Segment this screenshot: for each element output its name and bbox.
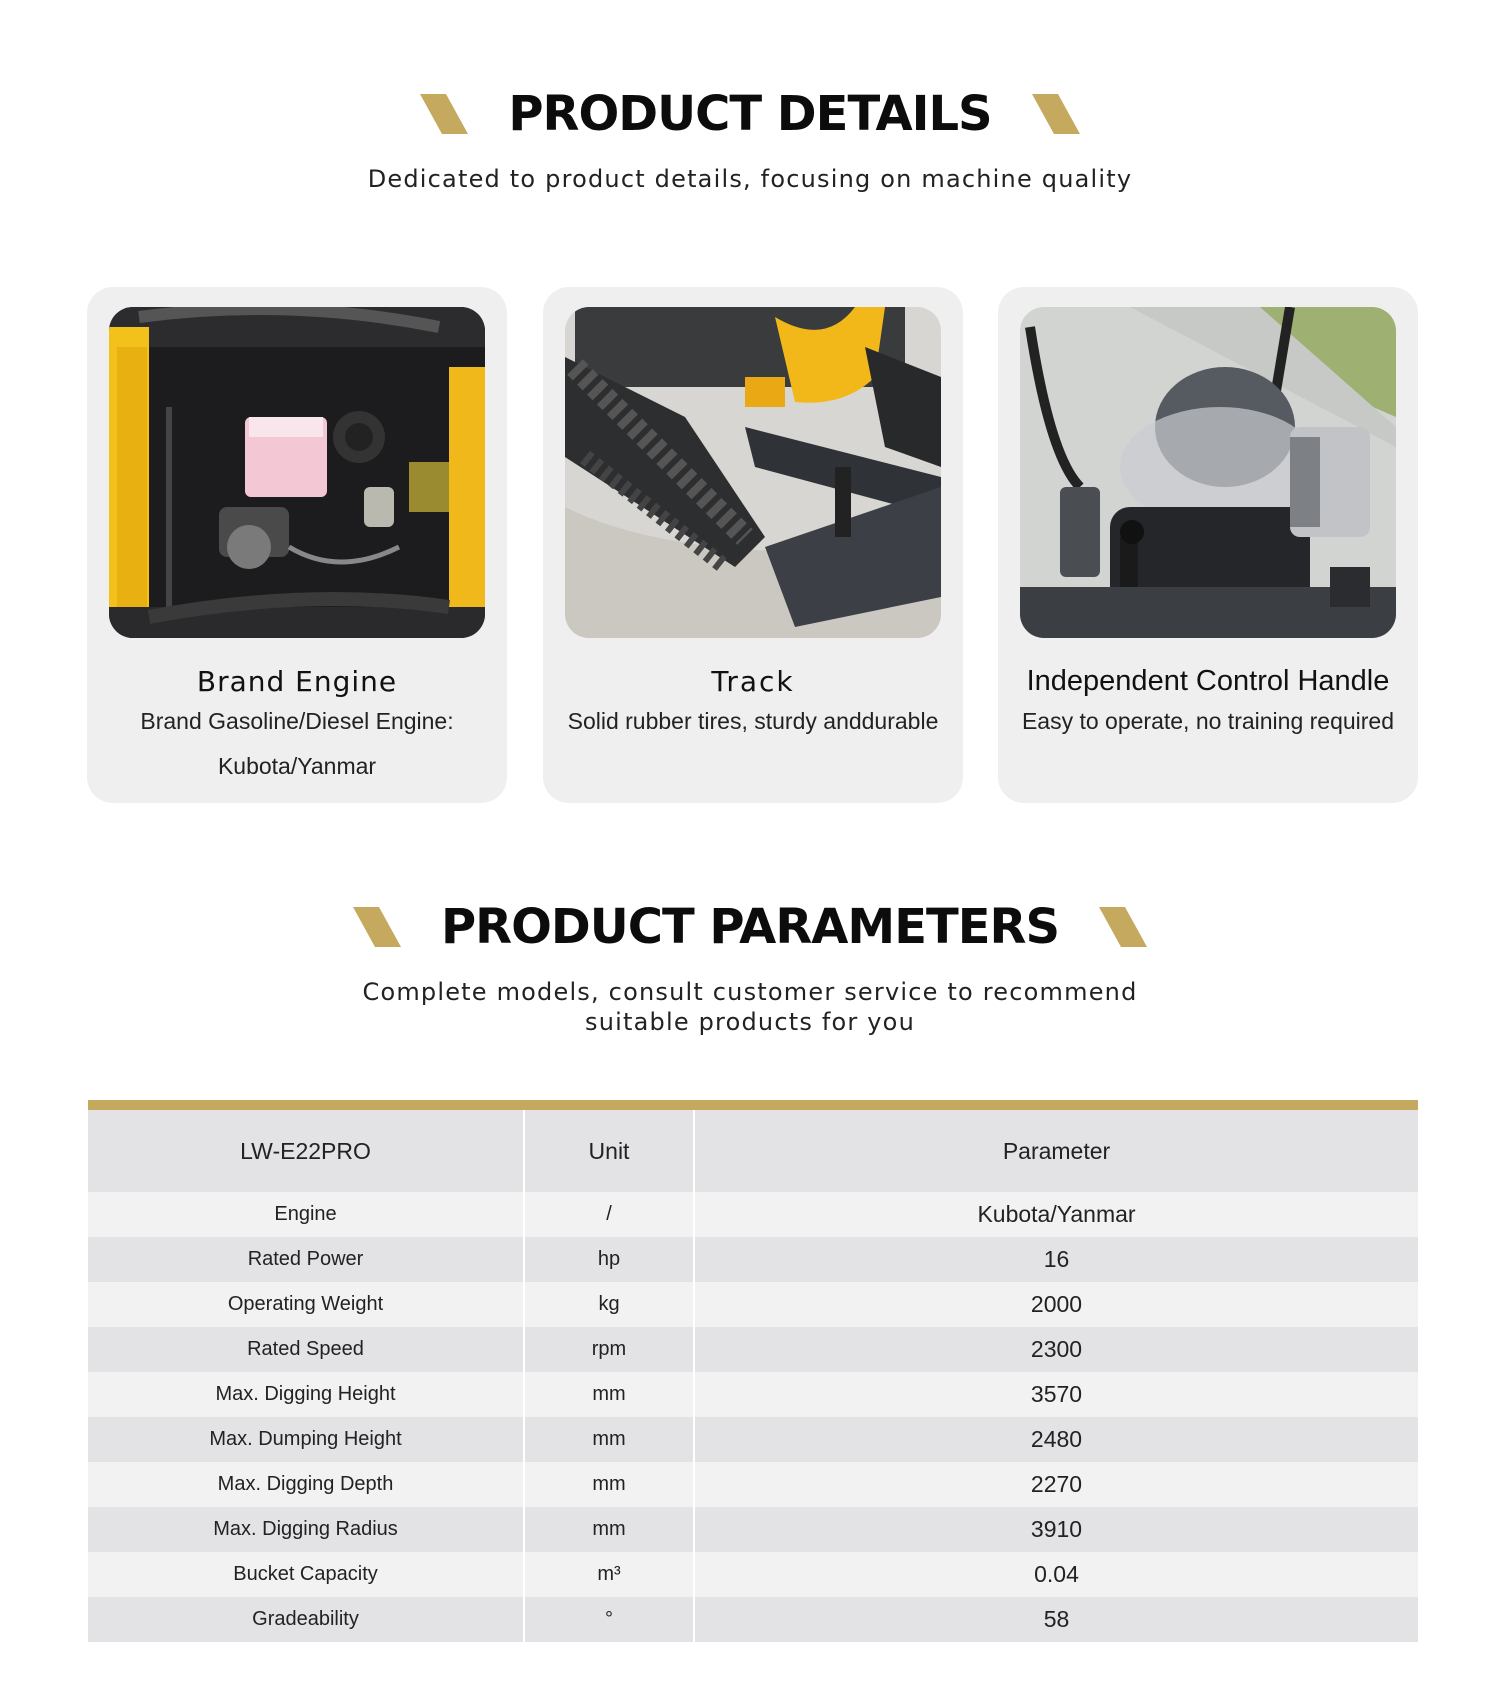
row-value: 2480 bbox=[694, 1417, 1418, 1462]
card-title: Independent Control Handle bbox=[1026, 665, 1390, 697]
row-value: 3570 bbox=[694, 1372, 1418, 1417]
card-description: Solid rubber tires, sturdy anddurable bbox=[567, 708, 939, 734]
section-title: PRODUCT PARAMETERS bbox=[440, 899, 1060, 955]
row-label: Rated Power bbox=[88, 1237, 524, 1282]
gold-slash-decoration-left bbox=[353, 907, 401, 947]
row-label: Max. Digging Radius bbox=[88, 1507, 524, 1552]
row-unit: mm bbox=[524, 1372, 694, 1417]
card-title: Track bbox=[711, 665, 795, 698]
row-unit: rpm bbox=[524, 1327, 694, 1372]
table-accent-bar bbox=[88, 1100, 1418, 1110]
table-row bbox=[88, 1372, 1418, 1417]
row-value: Kubota/Yanmar bbox=[694, 1192, 1418, 1237]
column-header-model: LW-E22PRO bbox=[88, 1110, 524, 1192]
row-unit: m³ bbox=[524, 1552, 694, 1597]
table-row bbox=[88, 1192, 1418, 1237]
table-row bbox=[88, 1327, 1418, 1372]
product-feature-cards bbox=[87, 287, 1417, 803]
row-label: Max. Digging Height bbox=[88, 1372, 524, 1417]
row-value: 2270 bbox=[694, 1462, 1418, 1507]
parameters-table bbox=[88, 1100, 1418, 1642]
row-label: Bucket Capacity bbox=[88, 1552, 524, 1597]
control-handle-photo bbox=[1020, 307, 1396, 638]
row-value: 0.04 bbox=[694, 1552, 1418, 1597]
row-label: Max. Digging Depth bbox=[88, 1462, 524, 1507]
table-row bbox=[88, 1597, 1418, 1642]
column-header-parameter: Parameter bbox=[694, 1110, 1418, 1192]
row-unit: hp bbox=[524, 1237, 694, 1282]
track-photo bbox=[565, 307, 941, 638]
feature-card-control-handle bbox=[998, 287, 1418, 803]
row-label: Engine bbox=[88, 1192, 524, 1237]
product-details-header bbox=[0, 86, 1500, 194]
gold-slash-decoration-right bbox=[1099, 907, 1147, 947]
table-row bbox=[88, 1237, 1418, 1282]
row-unit: / bbox=[524, 1192, 694, 1237]
row-value: 16 bbox=[694, 1237, 1418, 1282]
row-value: 3910 bbox=[694, 1507, 1418, 1552]
table-row bbox=[88, 1552, 1418, 1597]
feature-card-track bbox=[543, 287, 963, 803]
row-unit: ° bbox=[524, 1597, 694, 1642]
row-unit: mm bbox=[524, 1462, 694, 1507]
card-description-line2: Kubota/Yanmar bbox=[217, 753, 377, 779]
row-label: Gradeability bbox=[88, 1597, 524, 1642]
feature-card-engine bbox=[87, 287, 507, 803]
row-value: 2300 bbox=[694, 1327, 1418, 1372]
row-value: 58 bbox=[694, 1597, 1418, 1642]
gold-slash-decoration-right bbox=[1032, 94, 1080, 134]
card-title: Brand Engine bbox=[196, 665, 398, 698]
card-description: Brand Gasoline/Diesel Engine: bbox=[140, 708, 454, 734]
row-unit: mm bbox=[524, 1507, 694, 1552]
section-subtitle: Dedicated to product details, focusing on machine quality bbox=[367, 165, 1133, 193]
table-row bbox=[88, 1462, 1418, 1507]
row-label: Operating Weight bbox=[88, 1282, 524, 1327]
column-header-unit: Unit bbox=[524, 1110, 694, 1192]
section-title: PRODUCT DETAILS bbox=[508, 86, 992, 142]
table-row bbox=[88, 1507, 1418, 1552]
row-value: 2000 bbox=[694, 1282, 1418, 1327]
table-header-row bbox=[88, 1110, 1418, 1192]
section-subtitle: Complete models, consult customer service to recommend suitable products for you bbox=[362, 978, 1138, 1036]
gold-slash-decoration-left bbox=[420, 94, 468, 134]
table-row bbox=[88, 1282, 1418, 1327]
card-description: Easy to operate, no training required bbox=[1021, 708, 1395, 734]
row-unit: mm bbox=[524, 1417, 694, 1462]
product-parameters-header bbox=[0, 899, 1500, 1037]
engine-photo bbox=[109, 307, 485, 638]
row-unit: kg bbox=[524, 1282, 694, 1327]
row-label: Rated Speed bbox=[88, 1327, 524, 1372]
table-row bbox=[88, 1417, 1418, 1462]
row-label: Max. Dumping Height bbox=[88, 1417, 524, 1462]
